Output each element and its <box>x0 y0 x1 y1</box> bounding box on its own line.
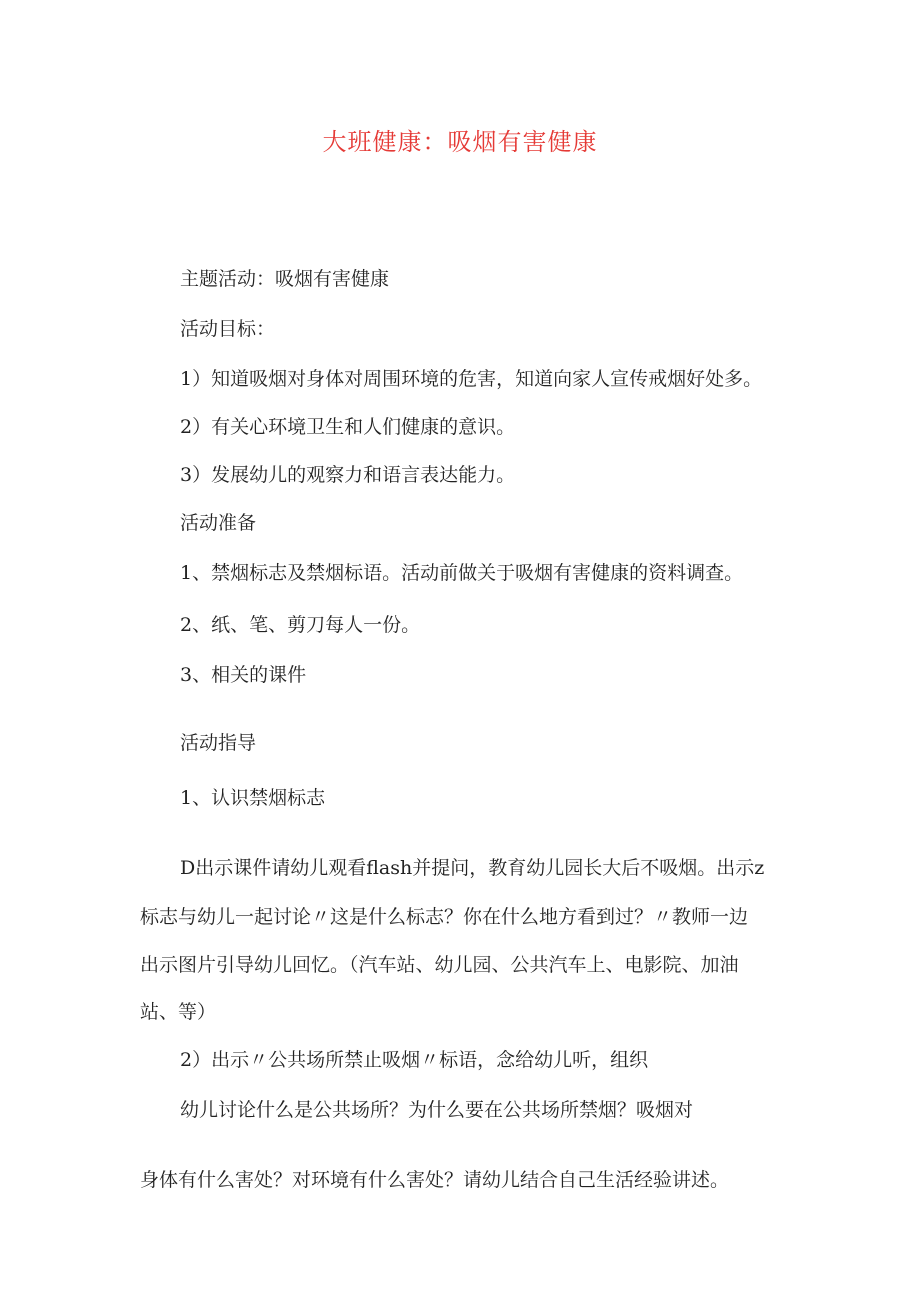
section-heading-goals: 活动目标： <box>180 318 276 340</box>
goal-item-1: 1）知道吸烟对身体对周围环境的危害，知道向家人宣传戒烟好处多。 <box>180 368 763 390</box>
guidance-step-1: 1、认识禁烟标志 <box>180 787 326 809</box>
preparation-item-3: 3、相关的课件 <box>180 664 307 686</box>
preparation-item-1: 1、禁烟标志及禁烟标语。活动前做关于吸烟有害健康的资料调查。 <box>180 562 744 584</box>
paragraph-line: 身体有什么害处？对环境有什么害处？请幼儿结合自己生活经验讲述。 <box>140 1169 730 1191</box>
paragraph-line: D出示课件请幼儿观看flash并提问，教育幼儿园长大后不吸烟。出示z <box>180 857 765 879</box>
goal-item-3: 3）发展幼儿的观察力和语言表达能力。 <box>180 464 516 486</box>
paragraph-line: 幼儿讨论什么是公共场所？为什么要在公共场所禁烟？吸烟对 <box>180 1099 694 1121</box>
paragraph-line: 2）出示〃公共场所禁止吸烟〃标语，念给幼儿听，组织 <box>180 1049 649 1071</box>
document-title: 大班健康：吸烟有害健康 <box>322 128 598 156</box>
preparation-item-2: 2、纸、笔、剪刀每人一份。 <box>180 614 421 636</box>
theme-activity-line: 主题活动：吸烟有害健康 <box>180 268 390 290</box>
paragraph-line: 站、等） <box>140 1001 217 1023</box>
paragraph-line: 标志与幼儿一起讨论〃这是什么标志？你在什么地方看到过？〃教师一边 <box>140 906 749 928</box>
section-heading-guidance: 活动指导 <box>180 732 257 754</box>
section-heading-preparation: 活动准备 <box>180 512 257 534</box>
goal-item-2: 2）有关心环境卫生和人们健康的意识。 <box>180 416 516 438</box>
paragraph-line: 出示图片引导幼儿回忆。（汽车站、幼儿园、公共汽车上、电影院、加油 <box>140 954 739 976</box>
